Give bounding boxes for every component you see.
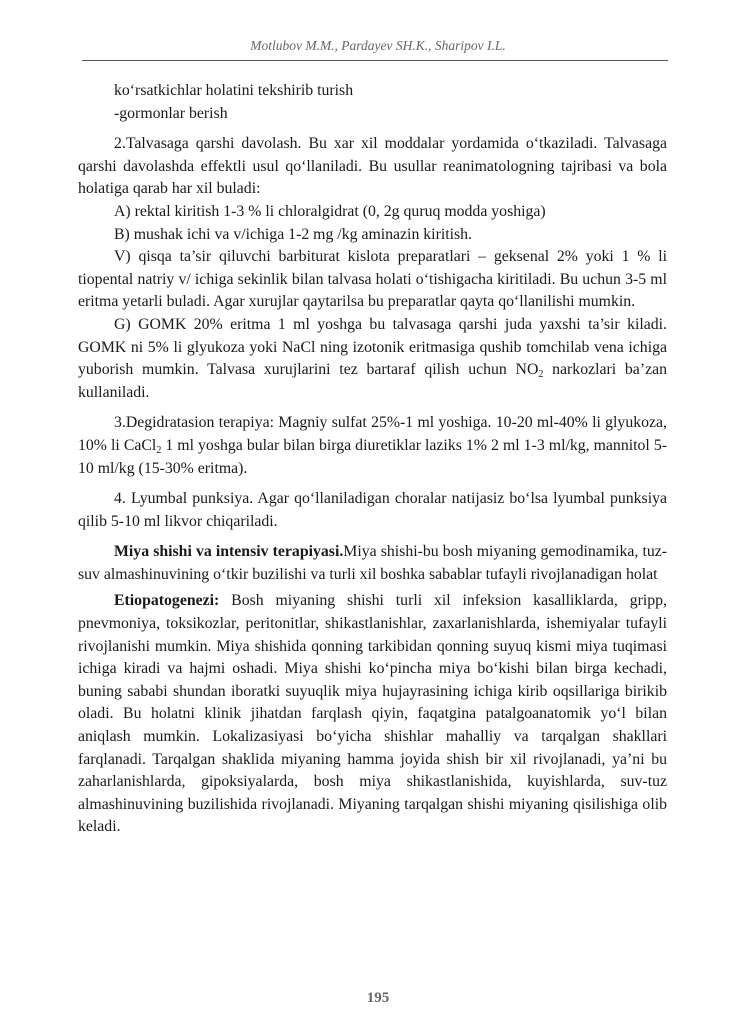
paragraph-item-v: V) qisqa ta’sir qiluvchi barbiturat kislota preparatlari – geksenal 2% yoki 1 % li tiopental natriy v/ ichiga sekinlik bilan talvasa holati o‘tishigacha kiritiladi. Bu uchun 3-5 ml eritma yetarli buladi. Agar xurujlar qaytarilsa bu preparatlar qayta qo‘llanilishi mumkin. xyxy=(78,248,667,311)
paragraph-item-a: A) rektal kiritish 1-3 % li chloralgidrat (0, 2g quruq modda yoshiga) xyxy=(114,202,546,220)
paragraph-lumbar-puncture: 4. Lyumbal punksiya. Agar qo‘llaniladigan choralar natijasiz bo‘lsa lyumbal punksiya qilib 5-10 ml likvor chiqariladi. xyxy=(78,490,667,530)
dehydration-text-end: 1 ml yoshga bular bilan birga diuretiklar laziks 1% 2 ml 1-3 ml/kg, mannitol 5-10 ml/kg (15-30% eritma). xyxy=(78,436,668,477)
brain-edema-heading: Miya shishi va intensiv terapiyasi. xyxy=(114,543,344,561)
paragraph-indicators: ko‘rsatkichlar holatini tekshirib turish xyxy=(114,82,354,99)
page-number: 195 xyxy=(366,990,390,1006)
dehydration-text: 3.Degidratasion terapiya: Magniy sulfat 25%-1 ml yoshiga. 10-20 ml-40% li glyukoza, 10% li CaCl xyxy=(78,414,667,454)
brain-edema-text: Miya shishi-bu bosh miyaning gemodinamika, tuz-suv almashinuvining o‘tkir buzilishi va turli xil boshka sabablar tufayli rivojlanadigan holat xyxy=(78,543,667,583)
body-text xyxy=(78,80,667,839)
paragraph-item-b: B) mushak ichi va v/ichiga 1-2 mg /kg aminazin kiritish. xyxy=(114,225,472,243)
etiopathogenesis-heading: Etiopatogenezi: xyxy=(114,592,220,610)
paragraph-item-g xyxy=(78,314,667,404)
paragraph-dehydration xyxy=(78,412,667,480)
paragraph-anticonvulsant-intro: 2.Talvasaga qarshi davolash. Bu xar xil moddalar yordamida o‘tkaziladi. Talvasaga qarshi davolashda effektli usul qo‘llaniladi. Bu usullar reanimatologning tajribasi va bola holatiga qarab har xil buladi: xyxy=(78,135,667,198)
paragraph-hormones: -gormonlar berish xyxy=(114,104,228,122)
item-g-subscript: 2 xyxy=(538,369,544,381)
item-g-text: G) GOMK 20% eritma 1 ml yoshga bu talvasaga qarshi juda yaxshi ta’sir kiladi. GOMK ni 5% li glyukoza yoki NaCl ning izotonik eritmasiga qushib tomchilab vena ichiga yuborish mumkin. Talvasa xurujlarini tez bartaraf qilish uchun NO xyxy=(78,315,667,379)
header-rule xyxy=(82,60,668,61)
paragraph-brain-edema xyxy=(78,541,667,586)
dehydration-subscript: 2 xyxy=(156,444,162,456)
paragraph-etiopathogenesis xyxy=(78,590,667,839)
item-g-text-end: narkozlari ba’zan kullaniladi. xyxy=(78,361,667,401)
etiopathogenesis-text: Bosh miyaning shishi turli xil infeksion kasalliklarda, gripp, pnevmoniya, toksikozlar, peritonitlar, shikastlanishlar, zaxarlanishlarda, ishemiyalar tufayli rivojlanishi mumkin. Miya shishida qonning tarkibidan qonning suyuq kismi miya tuqimasi ichiga kiradi va hajmi oshadi. Miya shishi ko‘pincha miya bo‘kishi bilan birga kechadi, buning sababi shundan iboratki suyuqlik miya hujayrasining ichiga kirib oqsillariga birikib oladi. Bu holatni klinik jihatdan farqlash qiyin, faqatgina patalgoanatomik yo‘l bilan aniqlash mumkin. Lokalizasiyasi bo‘yicha shishlar mahalliy va tarqalgan shakllari farqlanadi. Tarqalgan shaklida miyaning hamma joyida shish bir xil rivojlanadi, ya’ni bu zaharlanishlarda, gipoksiyalarda, bosh miya shikastlanishida, kuyishlarda, suv-tuz almashinuvining buzilishida rivojlanadi. Miyaning tarqalgan shishi miyaning qisilishiga olib keladi. xyxy=(78,592,667,836)
running-head: Motlubov M.M., Pardayev SH.K., Sharipov I.L. xyxy=(250,38,506,53)
